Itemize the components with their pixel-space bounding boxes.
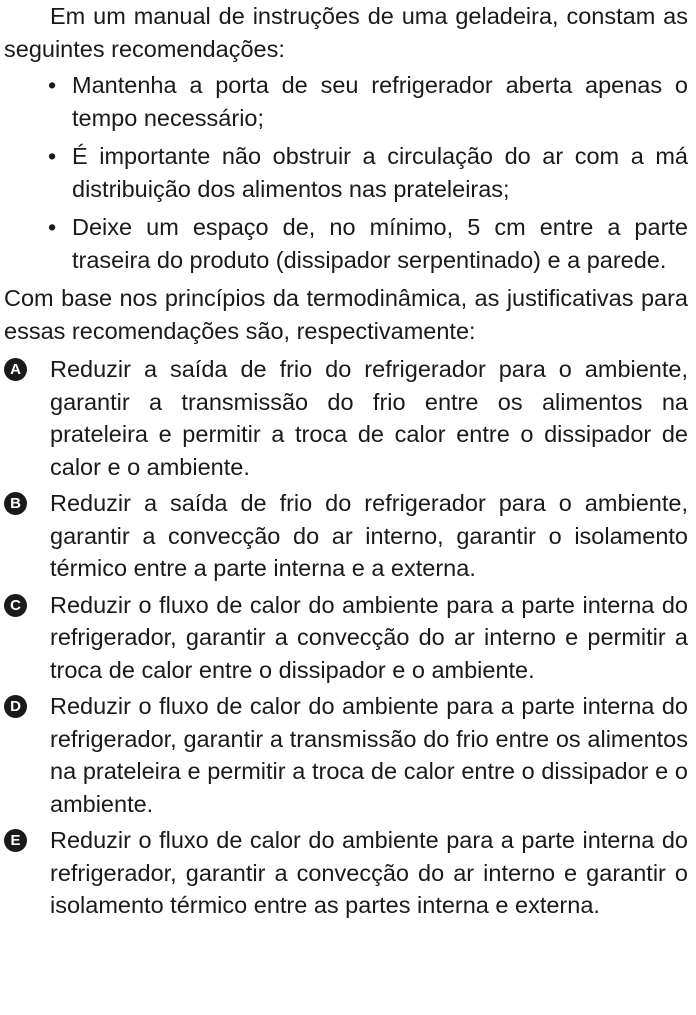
recommendation-text: Mantenha a porta de seu refrigerador aberta apenas o tempo necessário; (72, 72, 688, 131)
option-b-text: Reduzir a saída de frio do refrigerador para o ambiente, garantir a convecção do ar interno, garantir o isolamento térmico entre a parte interna e a externa. (50, 490, 688, 581)
bullet-icon: • (48, 143, 57, 169)
option-b[interactable] (4, 487, 688, 585)
option-e-text: Reduzir o fluxo de calor do ambiente para a parte interna do refrigerador, garantir a convecção do ar interno e garantir o isolamento térmico entre as partes interna e externa. (50, 827, 688, 918)
option-letter-e-icon: E (4, 829, 27, 852)
recommendation-item (4, 211, 688, 276)
option-e[interactable] (4, 824, 688, 922)
recommendation-text: Deixe um espaço de, no mínimo, 5 cm entre a parte traseira do produto (dissipador serpentinado) e a parede. (72, 214, 688, 273)
option-d-text: Reduzir o fluxo de calor do ambiente para a parte interna do refrigerador, garantir a transmissão do frio entre os alimentos na prateleira e permitir a troca de calor entre o dissipador e o ambiente. (50, 693, 688, 817)
answer-options (4, 353, 688, 922)
bullet-icon: • (48, 72, 57, 98)
option-letter-c-icon: C (4, 594, 27, 617)
option-a-text: Reduzir a saída de frio do refrigerador para o ambiente, garantir a transmissão do frio entre os alimentos na prateleira e permitir a troca de calor entre o dissipador de calor e o ambiente. (50, 356, 688, 480)
option-a[interactable] (4, 353, 688, 483)
option-c-text: Reduzir o fluxo de calor do ambiente para a parte interna do refrigerador, garantir a convecção do ar interno e permitir a troca de calor entre o dissipador e o ambiente. (50, 591, 688, 683)
option-d[interactable] (4, 690, 688, 820)
recommendation-list (4, 69, 688, 276)
option-letter-a-icon: A (4, 358, 27, 381)
question-stem: Com base nos princípios da termodinâmica, as justificativas para essas recomendações são, respectivamente: (4, 285, 688, 344)
question-intro: Em um manual de instruções de uma geladeira, constam as seguintes recomendações: (4, 3, 688, 62)
option-letter-b-icon: B (4, 492, 27, 515)
option-c[interactable] (4, 589, 688, 687)
recommendation-text: É importante não obstruir a circulação do ar com a má distribuição dos alimentos nas prateleiras; (72, 143, 688, 202)
bullet-icon: • (48, 214, 57, 240)
option-letter-d-icon: D (4, 695, 27, 718)
question-page (4, 0, 688, 922)
recommendation-item (4, 69, 688, 134)
recommendation-item (4, 140, 688, 205)
